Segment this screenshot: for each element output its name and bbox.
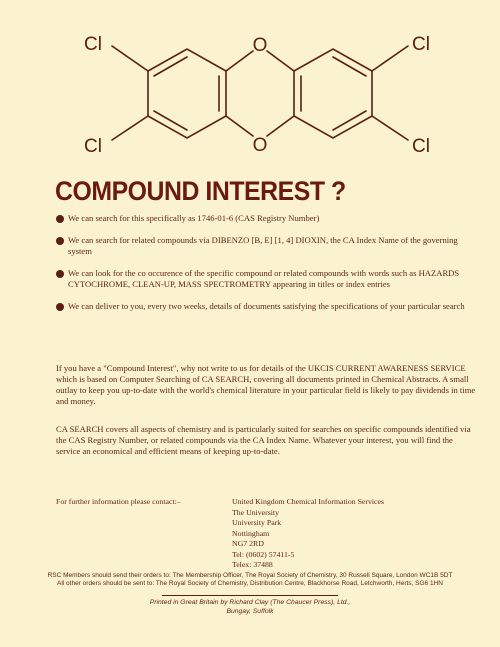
bullet-text: We can search for related compounds via DIBENZO [B, E] [1, 4] DIOXIN, the CA Index Name of the governing system	[68, 235, 458, 256]
bullet-item	[56, 235, 476, 257]
contact-label: For further information please contact:–	[56, 497, 181, 506]
left-ring-double-bond-1	[154, 57, 187, 76]
contact-address	[232, 497, 384, 561]
bullet-dot-icon	[56, 270, 64, 278]
left-ring-double-bond-3	[154, 111, 187, 130]
rsc-members-orders: RSC Members should send their orders to: The Membership Officer, The Royal Society of Chemistry, 30 Russell Square, London WC1B 5DT	[47, 572, 453, 579]
bond-cl-top-right	[372, 46, 408, 71]
printer-line: Bungay, Suffolk	[226, 608, 274, 615]
bond-o-bottom-left	[226, 116, 253, 136]
atom-cl-top-right: Cl	[412, 34, 430, 55]
bullet-text: We can deliver to you, every two weeks, details of documents satisfying the specifications of your particular search	[68, 301, 465, 311]
right-benzene-ring	[294, 49, 372, 138]
bond-cl-top-left	[112, 46, 148, 71]
atom-cl-bottom-left: Cl	[84, 136, 102, 157]
address-line: Tel: (0602) 57411-5	[232, 549, 295, 559]
left-benzene-ring	[148, 49, 226, 138]
right-ring-double-bond-3	[333, 111, 366, 130]
headline: COMPOUND INTEREST ?	[55, 176, 346, 206]
ca-search-paragraph: CA SEARCH covers all aspects of chemistry and is particularly suited for searches on specific compounds identified via the CAS Registry Number, or related compounds via the CA Index Name. Whatever your interest, you will find the service an economical and efficient means of keeping up-to-date.	[56, 424, 471, 456]
address-line: The University	[232, 507, 279, 517]
address-line: University Park	[232, 518, 282, 528]
address-line: United Kingdom Chemical Information Services	[232, 497, 385, 506]
bullet-dot-icon	[56, 215, 64, 223]
bond-cl-bottom-left	[112, 116, 148, 140]
bullet-list	[56, 213, 476, 323]
printer-credit	[0, 598, 500, 616]
bond-o-top-left	[226, 51, 253, 71]
atom-o-top: O	[252, 35, 268, 56]
bullet-dot-icon	[56, 303, 64, 311]
bullet-dot-icon	[56, 237, 64, 245]
bond-o-bottom-right	[267, 116, 294, 136]
bullet-text: We can look for the co occurence of the specific compound or related compounds with words such as HAZARDS CYTOCHROME, CLEAN-UP, MASS SPECTROMETRY appearing in titles or index entries	[68, 268, 460, 289]
footer-divider	[162, 595, 338, 596]
intro-paragraph: If you have a "Compound Interest", why not write to us for details of the UKCIS CURRENT AWARENESS SERVICE which is based on Computer Searching of CA SEARCH, covering all documents printed in Chemical Abstracts. A small outlay to keep you up-to-date with the world's chemical literature in your particular field is likely to pay dividends in time and money.	[56, 363, 476, 406]
atom-o-bottom: O	[252, 135, 268, 156]
printer-line: Printed in Great Britain by Richard Clay (The Chaucer Press), Ltd.,	[149, 599, 351, 606]
atom-cl-top-left: Cl	[84, 34, 102, 55]
atom-cl-bottom-right: Cl	[412, 136, 430, 157]
bullet-item	[56, 268, 476, 290]
address-line: NG7 2RD	[232, 539, 264, 549]
telex-number: Telex: 37488	[232, 560, 273, 569]
dioxin-structure-diagram	[0, 0, 500, 170]
bullet-item	[56, 213, 476, 224]
bond-o-top-right	[267, 51, 294, 71]
right-ring-double-bond-1	[333, 57, 366, 76]
address-line: Nottingham	[232, 528, 270, 538]
bullet-item	[56, 301, 476, 312]
bond-cl-bottom-right	[372, 116, 408, 140]
other-orders: All other orders should be sent to: The Royal Society of Chemistry, Distribution Centre, Blackhorse Road, Letchworth, Herts, SG6 1HN	[57, 580, 443, 587]
bullet-text: We can search for this specifically as 1746-01-6 (CAS Registry Number)	[68, 213, 320, 223]
